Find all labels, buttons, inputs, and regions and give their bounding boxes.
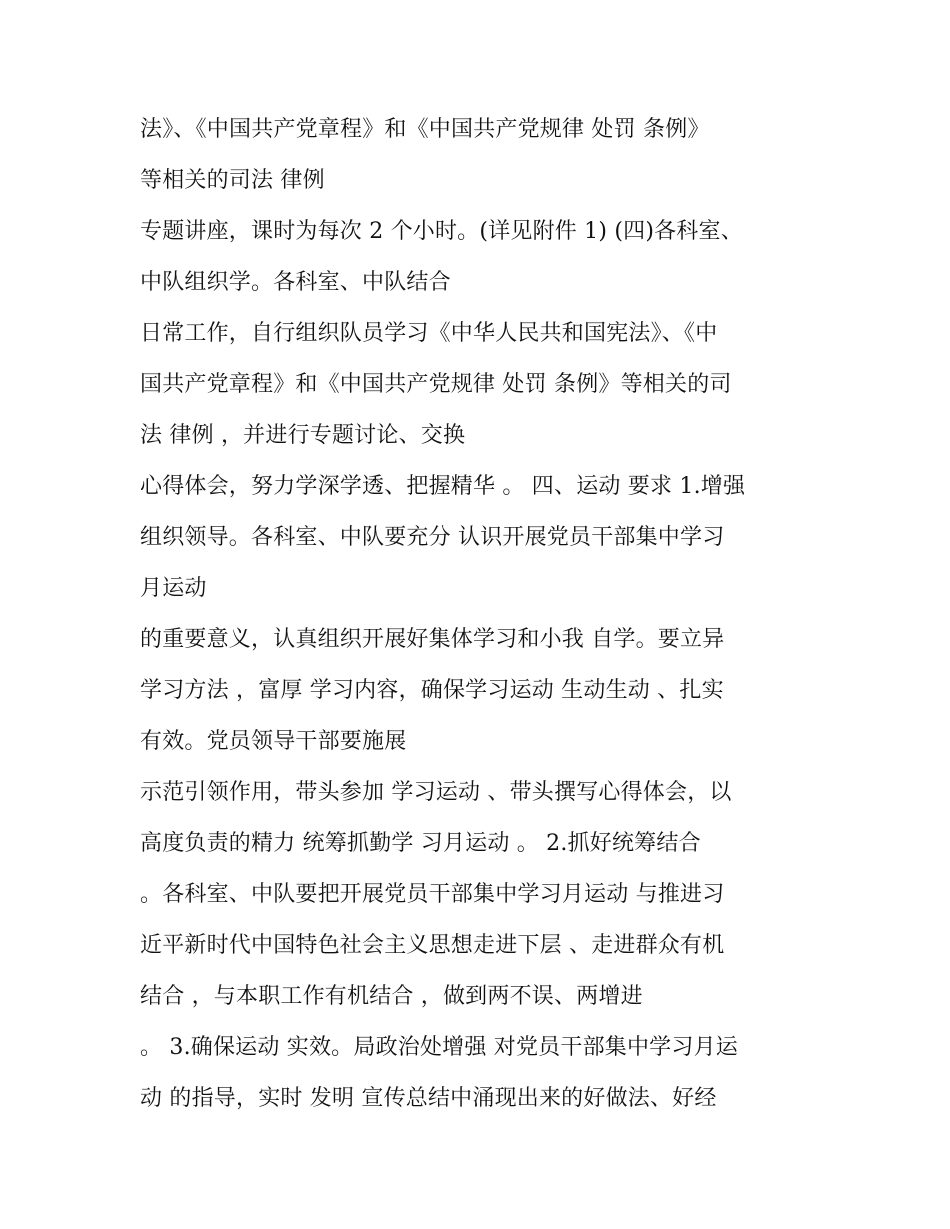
text-line: 高度负责的精力 统筹抓勤学 习月运动 。 2.抓好统筹结合 (140, 831, 701, 856)
text-line: 中队组织学。各科室、中队结合 (140, 270, 451, 295)
text-line: 等相关的司法 律例 (140, 168, 325, 193)
text-line: 结合 ，与本职工作有机结合 ，做到两不误、两增进 (140, 984, 643, 1009)
text-line: 示范引领作用，带头参加 学习运动 、带头撰写心得体会，以 (140, 780, 732, 805)
document-body (140, 104, 830, 1124)
text-line: 日常工作，自行组织队员学习《中华人民共和国宪法》、《中 (140, 321, 718, 346)
text-line: 组织领导。各科室、中队要充分 认识开展党员干部集中学习 (140, 525, 725, 550)
text-line: 近平新时代中国特色社会主义思想走进下层 、走进群众有机 (140, 933, 725, 958)
text-line: 学习方法 ，富厚 学习内容，确保学习运动 生动生动 、扎实 (140, 678, 724, 703)
text-line: 动 的指导，实时 发明 宣传总结中涌现出来的好做法、好经 (140, 1086, 717, 1111)
text-line: 有效。党员领导干部要施展 (140, 729, 407, 754)
text-line: 月运动 (140, 576, 207, 601)
text-line: 的重要意义，认真组织开展好集体学习和小我 自学。要立异 (140, 627, 725, 652)
text-line: 法》、《中国共产党章程》和《中国共产党规律 处罚 条例》 (140, 117, 710, 142)
text-line: 专题讲座，课时为每次 2 个小时。(详见附件 1) (四)各科室、 (140, 219, 743, 244)
text-line: 心得体会，努力学深学透、把握精华 。 四、运动 要求 1.增强 (140, 474, 746, 499)
text-line: 法 律例 ，并进行专题讨论、交换 (140, 423, 466, 448)
text-line: 国共产党章程》和《中国共产党规律 处罚 条例》等相关的司 (140, 372, 732, 397)
text-line: 。 3.确保运动 实效。局政治处增强 对党员干部集中学习月运 (140, 1035, 738, 1060)
text-line: 。各科室、中队要把开展党员干部集中学习月运动 与推进习 (140, 882, 725, 907)
